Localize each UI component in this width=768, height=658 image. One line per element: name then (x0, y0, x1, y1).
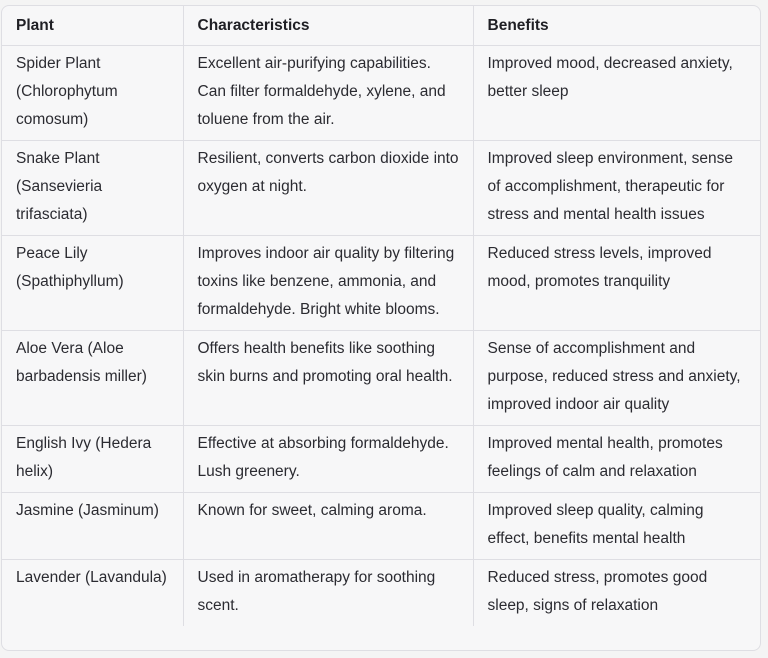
table-row (2, 46, 760, 141)
cell-characteristics: Offers health benefits like soothing skin burns and promoting oral health. (183, 331, 473, 426)
cell-benefits: Improved sleep environment, sense of accomplishment, therapeutic for stress and mental health issues (473, 141, 760, 236)
cell-characteristics: Resilient, converts carbon dioxide into oxygen at night. (183, 141, 473, 236)
cell-plant: Peace Lily (Spathiphyllum) (2, 236, 183, 331)
cell-plant: Jasmine (Jasminum) (2, 493, 183, 560)
cell-plant: Lavender (Lavandula) (16, 569, 167, 586)
cell-characteristics: Used in aromatherapy for soothing scent. (183, 560, 473, 627)
plants-table (2, 6, 760, 626)
plants-table-container (1, 5, 761, 651)
cell-benefits: Improved mood, decreased anxiety, better sleep (473, 46, 760, 141)
cell-benefits: Sense of accomplishment and purpose, reduced stress and anxiety, improved indoor air quality (473, 331, 760, 426)
cell-plant: Snake Plant (Sansevieria trifasciata) (2, 141, 183, 236)
table-row (2, 331, 760, 426)
table-row (2, 426, 760, 493)
header-benefits: Benefits (473, 6, 760, 46)
table-row (2, 560, 760, 627)
cell-benefits: Improved mental health, promotes feelings of calm and relaxation (473, 426, 760, 493)
header-plant: Plant (2, 6, 183, 46)
cell-plant: Aloe Vera (Aloe barbadensis miller) (2, 331, 183, 426)
table-header-row (2, 6, 760, 46)
cell-benefits: Reduced stress levels, improved mood, promotes tranquility (473, 236, 760, 331)
cell-characteristics: Improves indoor air quality by filtering toxins like benzene, ammonia, and formaldehyde. Bright white blooms. (183, 236, 473, 331)
cell-characteristics: Known for sweet, calming aroma. (183, 493, 473, 560)
cell-characteristics: Excellent air-purifying capabilities. Can filter formaldehyde, xylene, and toluene from the air. (183, 46, 473, 141)
cell-benefits: Improved sleep quality, calming effect, benefits mental health (473, 493, 760, 560)
cell-benefits: Reduced stress, promotes good sleep, signs of relaxation (473, 560, 760, 627)
cell-plant: English Ivy (Hedera helix) (2, 426, 183, 493)
header-characteristics: Characteristics (183, 6, 473, 46)
table-row (2, 493, 760, 560)
table-row (2, 236, 760, 331)
cell-plant: Spider Plant (Chlorophytum comosum) (2, 46, 183, 141)
table-row (2, 141, 760, 236)
cell-characteristics: Effective at absorbing formaldehyde. Lush greenery. (183, 426, 473, 493)
